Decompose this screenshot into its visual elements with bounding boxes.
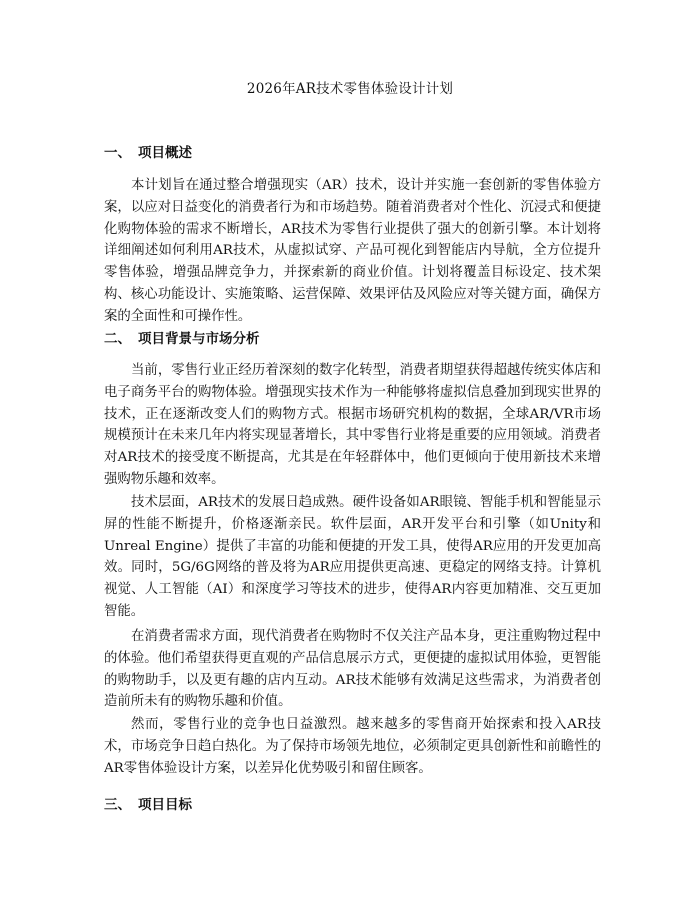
section-heading-background: [104, 330, 260, 348]
section-title: 项目目标: [138, 797, 192, 813]
section-number: 二、: [104, 331, 131, 347]
section-number: 一、: [104, 145, 131, 161]
section-number: 三、: [104, 797, 131, 813]
section-title: 项目概述: [138, 145, 192, 161]
section-heading-overview: [104, 144, 192, 162]
section-heading-goals: [104, 796, 192, 814]
paragraph-overview: 本计划旨在通过整合增强现实（AR）技术，设计并实施一套创新的零售体验方案，以应对日益变化的消费者行为和市场趋势。随着消费者对个性化、沉浸式和便捷化购物体验的需求不断增长，AR技术为零售行业提供了强大的创新引擎。本计划将详细阐述如何利用AR技术，从虚拟试穿、产品可视化到智能店内导航，全方位提升零售体验，增强品牌竞争力，并探索新的商业价值。计划将覆盖目标设定、技术架构、核心功能设计、实施策略、运营保障、效果评估及风险应对等关键方面，确保方案的全面性和可操作性。: [104, 178, 601, 324]
section-title: 项目背景与市场分析: [138, 331, 260, 347]
document-title: 2026年AR技术零售体验设计计划: [246, 81, 454, 97]
paragraph-market-trend: 当前，零售行业正经历着深刻的数字化转型，消费者期望获得超越传统实体店和电子商务平台的购物体验。增强现实技术作为一种能够将虚拟信息叠加到现实世界的技术，正在逐渐改变人们的购物方式。根据市场研究机构的数据，全球AR/VR市场规模预计在未来几年内将实现显著增长，其中零售行业将是重要的应用领域。消费者对AR技术的接受度不断提高，尤其是在年轻群体中，他们更倾向于使用新技术来增强购物乐趣和效率。: [104, 363, 601, 487]
paragraph-technology: 技术层面，AR技术的发展日趋成熟。硬件设备如AR眼镜、智能手机和智能显示屏的性能不断提升，价格逐渐亲民。软件层面，AR开发平台和引擎（如Unity和Unreal Engine）提供了丰富的功能和便捷的开发工具，使得AR应用的开发更加高效。同时，5G/6G网络的普及将为AR应用提供更高速、更稳定的网络支持。计算机视觉、人工智能（AI）和深度学习等技术的进步，使得AR内容更加精准、交互更加智能。: [104, 495, 601, 619]
paragraph-consumer-demand: 在消费者需求方面，现代消费者在购物时不仅关注产品本身，更注重购物过程中的体验。他们希望获得更直观的产品信息展示方式，更便捷的虚拟试用体验，更智能的购物助手，以及更有趣的店内互动。AR技术能够有效满足这些需求，为消费者创造前所未有的购物乐趣和价值。: [104, 629, 601, 710]
paragraph-competition: 然而，零售行业的竞争也日益激烈。越来越多的零售商开始探索和投入AR技术，市场竞争日趋白热化。为了保持市场领先地位，必须制定更具创新性和前瞻性的AR零售体验设计方案，以差异化优势吸引和留住顾客。: [104, 717, 601, 776]
